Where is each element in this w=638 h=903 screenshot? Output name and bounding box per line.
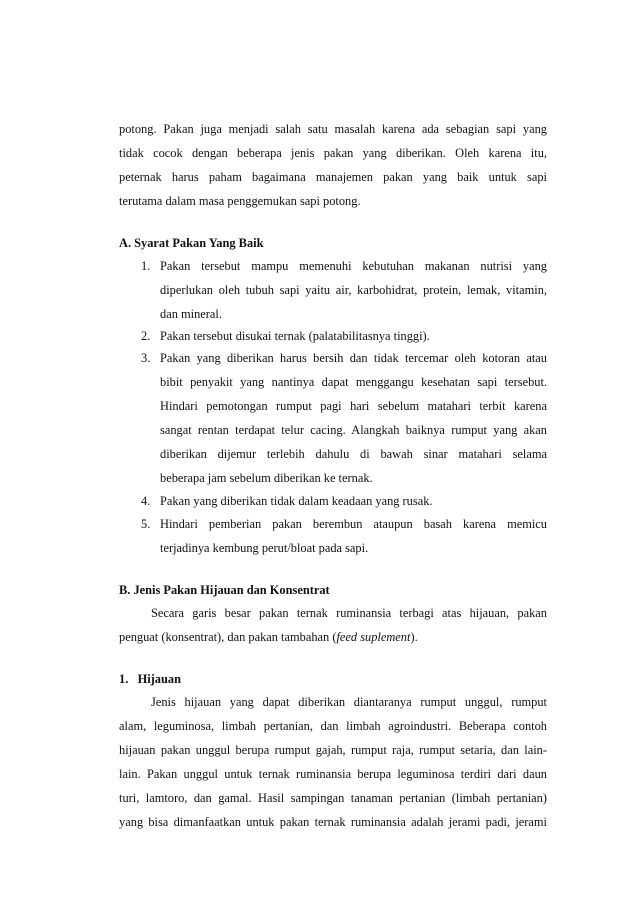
list-item-line: Pakan yang diberikan harus bersih dan tidak tercemar oleh kotoran atau — [160, 351, 547, 365]
list-number: 4. — [141, 494, 151, 508]
list-number: 5. — [141, 517, 151, 531]
list-item-line: terjadinya kembung perut/bloat pada sapi. — [160, 541, 369, 555]
list-item-line: Pakan tersebut disukai ternak (palatabilitasnya tinggi). — [160, 329, 430, 343]
list-item-line: diperlukan oleh tubuh sapi yaitu air, karbohidrat, protein, lemak, vitamin, — [160, 283, 547, 297]
list-item-line: bibit penyakit yang nantinya dapat menggangu kesehatan sapi tersebut. — [160, 375, 547, 389]
intro-line: potong. Pakan juga menjadi salah satu masalah karena ada sebagian sapi yang — [119, 122, 547, 136]
list-item-line: beberapa jam sebelum diberikan ke ternak. — [160, 471, 373, 485]
list-item-line: Hindari pemotongan rumput pagi hari sebelum matahari terbit karena — [160, 399, 547, 413]
section-a-title: A. Syarat Pakan Yang Baik — [119, 236, 264, 250]
intro-line: tidak cocok dengan beberapa jenis pakan yang diberikan. Oleh karena itu, — [119, 146, 547, 160]
intro-line: peternak harus paham bagaimana manajemen pakan yang baik untuk sapi — [119, 170, 547, 184]
list-number: 3. — [141, 351, 151, 365]
section-1-line: Jenis hijauan yang dapat diberikan diantaranya rumput unggul, rumput — [151, 695, 547, 709]
section-1-line: lain. Pakan unggul untuk ternak ruminansia berupa leguminosa terdiri dari daun — [119, 767, 547, 781]
intro-line: terutama dalam masa penggemukan sapi potong. — [119, 194, 361, 208]
list-number: 1. — [141, 259, 151, 273]
section-b-line: Secara garis besar pakan ternak ruminansia terbagi atas hijauan, pakan — [151, 606, 547, 620]
section-b-line: penguat (konsentrat), dan pakan tambahan (feed suplement). — [119, 630, 418, 644]
section-1-title: 1. Hijauan — [119, 672, 181, 686]
list-item-line: dan mineral. — [160, 307, 222, 321]
list-item-line: sangat rentan terdapat telur cacing. Alangkah baiknya rumput yang akan — [160, 423, 547, 437]
section-1-line: yang bisa dimanfaatkan untuk pakan ternak ruminansia adalah jerami padi, jerami — [119, 815, 547, 829]
section-1-line: alam, leguminosa, limbah pertanian, dan limbah agroindustri. Beberapa contoh — [119, 719, 547, 733]
section-b-title: B. Jenis Pakan Hijauan dan Konsentrat — [119, 583, 330, 597]
list-number: 2. — [141, 329, 151, 343]
list-item-line: Pakan yang diberikan tidak dalam keadaan yang rusak. — [160, 494, 433, 508]
section-1-line: turi, lamtoro, dan gamal. Hasil sampingan tanaman pertanian (limbah pertanian) — [119, 791, 547, 805]
list-item-line: diberikan dijemur terlebih dahulu di bawah sinar matahari selama — [160, 447, 547, 461]
list-item-line: Hindari pemberian pakan berembun ataupun basah karena memicu — [160, 517, 547, 531]
list-item-line: Pakan tersebut mampu memenuhi kebutuhan makanan nutrisi yang — [160, 259, 547, 273]
italic-term: feed suplement — [336, 630, 411, 644]
section-1-line: hijauan pakan unggul berupa rumput gajah, rumput raja, rumput setaria, dan lain- — [119, 743, 547, 757]
